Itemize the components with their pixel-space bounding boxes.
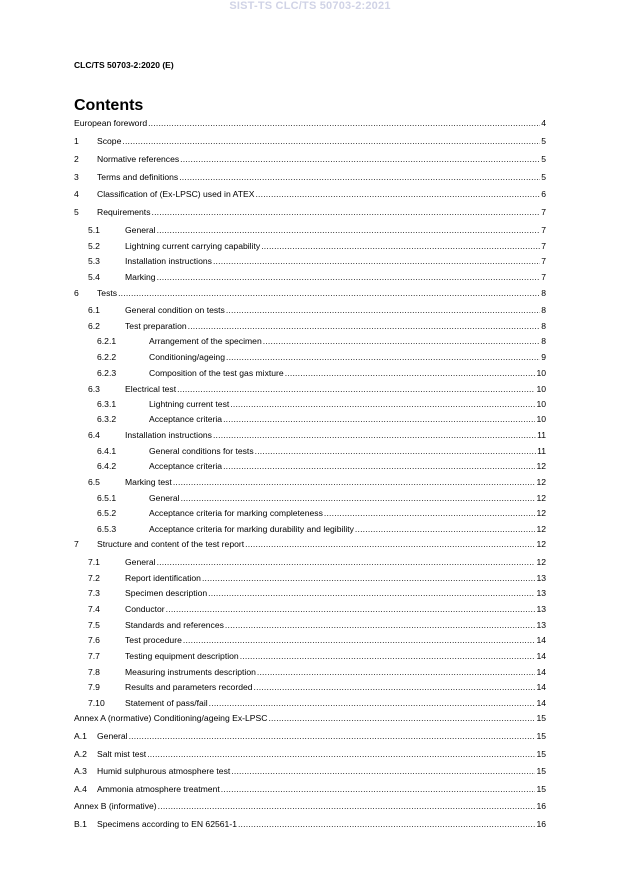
toc-entry-number: 6.2.1: [97, 336, 117, 346]
toc-entry-label: Ammonia atmosphere treatment: [97, 784, 220, 794]
toc-leader-dots: [166, 604, 536, 615]
toc-entry-label: Test preparation: [125, 321, 187, 331]
toc-entry-label: General condition on tests: [125, 305, 225, 315]
toc-entry-number: 2: [74, 154, 79, 164]
toc-leader-dots: [255, 189, 540, 200]
toc-entry-label: Humid sulphurous atmosphere test: [97, 766, 231, 776]
toc-leader-dots: [263, 336, 540, 347]
toc-entry-page: 13: [536, 573, 546, 583]
toc-entry-number: 7.7: [88, 651, 100, 661]
toc-leader-dots: [157, 272, 541, 283]
toc-entry-page: 7: [541, 241, 546, 251]
toc-entry[interactable]: [74, 651, 546, 662]
toc-entry-label: Conditioning/ageing: [149, 352, 225, 362]
toc-entry-number: 5: [74, 207, 79, 217]
toc-entry-page: 16: [536, 801, 546, 811]
toc-entry[interactable]: [74, 288, 546, 299]
toc-entry-page: 10: [536, 414, 546, 424]
toc-entry[interactable]: [74, 477, 546, 488]
toc-entry-label: Requirements: [97, 207, 151, 217]
toc-entry-number: 6.3: [88, 384, 100, 394]
toc-entry-number: 6: [74, 288, 79, 298]
toc-entry-number: 6.4.1: [97, 446, 117, 456]
toc-entry-number: 6.3.1: [97, 399, 117, 409]
toc-entry-number: A.2: [74, 749, 87, 759]
toc-entry-page: 12: [536, 493, 546, 503]
toc-entry-label: Statement of pass/fail: [125, 698, 208, 708]
toc-entry[interactable]: [74, 620, 546, 631]
toc-entry-label: General: [125, 225, 156, 235]
toc-leader-dots: [324, 508, 536, 519]
toc-entry-number: 4: [74, 189, 79, 199]
toc-leader-dots: [223, 461, 535, 472]
toc-entry-label: Composition of the test gas mixture: [149, 368, 284, 378]
toc-leader-dots: [240, 651, 536, 662]
toc-entry-label: Electrical test: [125, 384, 177, 394]
toc-entry-label: Marking: [125, 272, 156, 282]
toc-entry-page: 8: [541, 305, 546, 315]
toc-entry-number: 6.4: [88, 430, 100, 440]
toc-entry[interactable]: [74, 189, 546, 200]
toc-entry[interactable]: [74, 508, 546, 519]
toc-entry-page: 5: [541, 172, 546, 182]
toc-entry-page: 8: [541, 288, 546, 298]
toc-entry-label: Conductor: [125, 604, 165, 614]
toc-entry-number: 6.5.1: [97, 493, 117, 503]
toc-entry-page: 14: [536, 682, 546, 692]
toc-entry-page: 11: [537, 446, 546, 456]
toc-entry[interactable]: [74, 682, 546, 693]
toc-entry-label: Acceptance criteria for marking durability and legibility: [149, 524, 354, 534]
toc-entry-page: 12: [536, 508, 546, 518]
toc-entry[interactable]: [74, 399, 546, 410]
toc-entry-label: Lightning current carrying capability: [125, 241, 261, 251]
toc-leader-dots: [202, 573, 535, 584]
toc-leader-dots: [255, 446, 536, 457]
toc-entry[interactable]: [74, 784, 546, 795]
toc-entry-number: A.1: [74, 731, 87, 741]
toc-entry-page: 8: [541, 336, 546, 346]
toc-entry-number: 6.4.2: [97, 461, 117, 471]
watermark: SIST-TS CLC/TS 50703-2:2021: [229, 0, 391, 12]
toc-entry-label: Normative references: [97, 154, 180, 164]
toc-leader-dots: [209, 698, 536, 709]
toc-entry-page: 14: [536, 698, 546, 708]
toc-entry[interactable]: [74, 731, 546, 742]
toc-entry-page: 7: [541, 225, 546, 235]
toc-entry[interactable]: [74, 749, 546, 760]
toc-entry[interactable]: [74, 154, 546, 165]
toc-entry-number: 1: [74, 136, 79, 146]
toc-leader-dots: [257, 667, 536, 678]
toc-entry-label: Salt mist test: [97, 749, 147, 759]
toc-entry-number: 6.2.2: [97, 352, 117, 362]
toc-entry-number: 7.6: [88, 635, 100, 645]
toc-entry[interactable]: [74, 368, 546, 379]
toc-entry-number: 5.4: [88, 272, 100, 282]
toc-entry-page: 12: [536, 524, 546, 534]
toc-entry[interactable]: [74, 305, 546, 316]
toc-leader-dots: [230, 399, 535, 410]
toc-leader-dots: [183, 635, 536, 646]
toc-entry-label: Annex A (normative) Conditioning/ageing Ex-LPSC: [74, 713, 268, 723]
toc-entry-page: 16: [536, 819, 546, 829]
toc-entry-number: 7.9: [88, 682, 100, 692]
toc-leader-dots: [268, 713, 535, 724]
toc-leader-dots: [261, 241, 540, 252]
toc-entry-number: 7.1: [88, 557, 100, 567]
toc-entry-label: Measuring instruments description: [125, 667, 256, 677]
toc-leader-dots: [158, 801, 536, 812]
toc-entry[interactable]: [74, 819, 546, 830]
toc-entry-page: 15: [536, 713, 546, 723]
toc-entry-label: Scope: [97, 136, 122, 146]
toc-leader-dots: [129, 731, 536, 742]
toc-entry[interactable]: [74, 446, 546, 457]
toc-entry-label: Testing equipment description: [125, 651, 239, 661]
toc-entry-label: Acceptance criteria: [149, 414, 223, 424]
toc-entry-page: 8: [541, 321, 546, 331]
toc-entry-page: 4: [541, 118, 546, 128]
toc-leader-dots: [157, 225, 541, 236]
toc-leader-dots: [226, 352, 540, 363]
toc-entry-number: 6.5.2: [97, 508, 117, 518]
toc-entry-number: 3: [74, 172, 79, 182]
toc-leader-dots: [181, 493, 536, 504]
toc-entry-number: B.1: [74, 819, 87, 829]
toc-entry[interactable]: [74, 524, 546, 535]
toc-entry-label: Installation instructions: [125, 430, 212, 440]
toc-entry-label: General: [97, 731, 128, 741]
toc-entry-label: Specimens according to EN 62561-1: [97, 819, 237, 829]
toc-entry-number: 5.3: [88, 256, 100, 266]
toc-entry-label: Results and parameters recorded: [125, 682, 253, 692]
toc-entry-label: Standards and references: [125, 620, 224, 630]
toc-entry[interactable]: [74, 384, 546, 395]
toc-entry[interactable]: [74, 667, 546, 678]
toc-leader-dots: [179, 172, 540, 183]
toc-entry[interactable]: [74, 801, 546, 812]
toc-entry-page: 15: [536, 749, 546, 759]
toc-entry-page: 7: [541, 256, 546, 266]
toc-entry-page: 7: [541, 272, 546, 282]
toc-entry[interactable]: [74, 172, 546, 183]
toc-entry-page: 12: [536, 477, 546, 487]
toc-entry[interactable]: [74, 539, 546, 550]
toc-entry[interactable]: [74, 118, 546, 129]
toc-entry[interactable]: [74, 207, 546, 218]
toc-entry-page: 14: [536, 667, 546, 677]
toc-entry-label: European foreword: [74, 118, 148, 128]
toc-leader-dots: [225, 620, 536, 631]
toc-entry-number: 7.4: [88, 604, 100, 614]
toc-leader-dots: [223, 414, 535, 425]
toc-leader-dots: [213, 256, 540, 267]
toc-leader-dots: [148, 118, 540, 129]
toc-entry-page: 15: [536, 784, 546, 794]
toc-entry-label: Installation instructions: [125, 256, 212, 266]
toc-entry[interactable]: [74, 352, 546, 363]
toc-entry[interactable]: [74, 698, 546, 709]
toc-entry-label: Acceptance criteria: [149, 461, 223, 471]
toc-entry-label: Arrangement of the specimen: [149, 336, 262, 346]
toc-leader-dots: [285, 368, 536, 379]
toc-entry-number: 7.3: [88, 588, 100, 598]
toc-entry-number: 7.2: [88, 573, 100, 583]
toc-entry-label: Acceptance criteria for marking completeness: [149, 508, 323, 518]
toc-leader-dots: [118, 288, 540, 299]
toc-entry[interactable]: [74, 557, 546, 568]
toc-entry-label: Specimen description: [125, 588, 208, 598]
toc-entry-page: 12: [536, 557, 546, 567]
toc-entry-page: 7: [541, 207, 546, 217]
toc-entry-label: Structure and content of the test report: [97, 539, 245, 549]
toc-entry[interactable]: [74, 430, 546, 441]
toc-entry-page: 5: [541, 154, 546, 164]
toc-entry-label: General conditions for tests: [149, 446, 254, 456]
toc-entry-label: Report identification: [125, 573, 201, 583]
toc-entry-label: General: [125, 557, 156, 567]
toc-entry-page: 13: [536, 604, 546, 614]
toc-entry-number: A.3: [74, 766, 87, 776]
toc-entry-page: 15: [536, 766, 546, 776]
toc-leader-dots: [231, 766, 535, 777]
toc-leader-dots: [157, 557, 536, 568]
toc-entry-page: 10: [536, 384, 546, 394]
toc-leader-dots: [355, 524, 536, 535]
toc-entry-page: 11: [537, 430, 546, 440]
toc-entry[interactable]: [74, 713, 546, 724]
toc-entry[interactable]: [74, 414, 546, 425]
toc-entry-page: 13: [536, 620, 546, 630]
toc-entry-label: Tests: [97, 288, 118, 298]
toc-entry-number: 6.2: [88, 321, 100, 331]
toc-entry-number: 6.5.3: [97, 524, 117, 534]
toc-entry-number: 7.10: [88, 698, 105, 708]
toc-entry-number: 7.8: [88, 667, 100, 677]
toc-entry-label: Marking test: [125, 477, 172, 487]
toc-entry-page: 5: [541, 136, 546, 146]
toc-entry-number: 6.5: [88, 477, 100, 487]
toc-entry-number: 7.5: [88, 620, 100, 630]
toc-leader-dots: [180, 154, 540, 165]
toc-entry-label: Lightning current test: [149, 399, 230, 409]
toc-entry-page: 13: [536, 588, 546, 598]
toc-leader-dots: [122, 136, 540, 147]
toc-entry-number: 7: [74, 539, 79, 549]
toc-leader-dots: [173, 477, 536, 488]
toc-entry[interactable]: [74, 588, 546, 599]
toc-entry-page: 12: [536, 461, 546, 471]
toc-entry[interactable]: [74, 766, 546, 777]
toc-leader-dots: [152, 207, 541, 218]
toc-entry-number: 6.3.2: [97, 414, 117, 424]
toc-entry-page: 10: [536, 368, 546, 378]
toc-leader-dots: [213, 430, 536, 441]
toc-entry-page: 14: [536, 635, 546, 645]
toc-entry-page: 12: [536, 539, 546, 549]
toc-entry-page: 10: [536, 399, 546, 409]
toc-leader-dots: [221, 784, 536, 795]
toc-entry-number: 5.2: [88, 241, 100, 251]
toc-entry-number: 6.2.3: [97, 368, 117, 378]
toc-entry-label: General: [149, 493, 180, 503]
toc-leader-dots: [238, 819, 535, 830]
toc-entry-number: 5.1: [88, 225, 100, 235]
toc-entry[interactable]: [74, 136, 546, 147]
page-title: Contents: [74, 97, 144, 114]
toc-leader-dots: [254, 682, 536, 693]
toc-entry-page: 6: [541, 189, 546, 199]
toc-entry[interactable]: [74, 272, 546, 283]
toc-entry-label: Test procedure: [125, 635, 182, 645]
toc-entry[interactable]: [74, 336, 546, 347]
toc-entry[interactable]: [74, 256, 546, 267]
document-id: CLC/TS 50703-2:2020 (E): [74, 60, 174, 70]
toc-entry[interactable]: [74, 604, 546, 615]
toc-entry[interactable]: [74, 461, 546, 472]
toc-leader-dots: [226, 305, 540, 316]
toc-leader-dots: [147, 749, 535, 760]
toc-entry-page: 15: [536, 731, 546, 741]
toc-entry[interactable]: [74, 321, 546, 332]
toc-entry-label: Annex B (informative): [74, 801, 157, 811]
toc-entry[interactable]: [74, 225, 546, 236]
toc-entry[interactable]: [74, 493, 546, 504]
toc-entry-number: A.4: [74, 784, 87, 794]
toc-entry[interactable]: [74, 241, 546, 252]
toc-entry-page: 14: [536, 651, 546, 661]
toc-entry[interactable]: [74, 635, 546, 646]
toc-entry-label: Classification of (Ex-LPSC) used in ATEX: [97, 189, 255, 199]
toc-entry-number: 6.1: [88, 305, 100, 315]
toc-entry-page: 9: [541, 352, 546, 362]
toc-entry-label: Terms and definitions: [97, 172, 179, 182]
toc-leader-dots: [188, 321, 541, 332]
toc-leader-dots: [208, 588, 535, 599]
toc-leader-dots: [177, 384, 535, 395]
toc-leader-dots: [245, 539, 535, 550]
toc-entry[interactable]: [74, 573, 546, 584]
